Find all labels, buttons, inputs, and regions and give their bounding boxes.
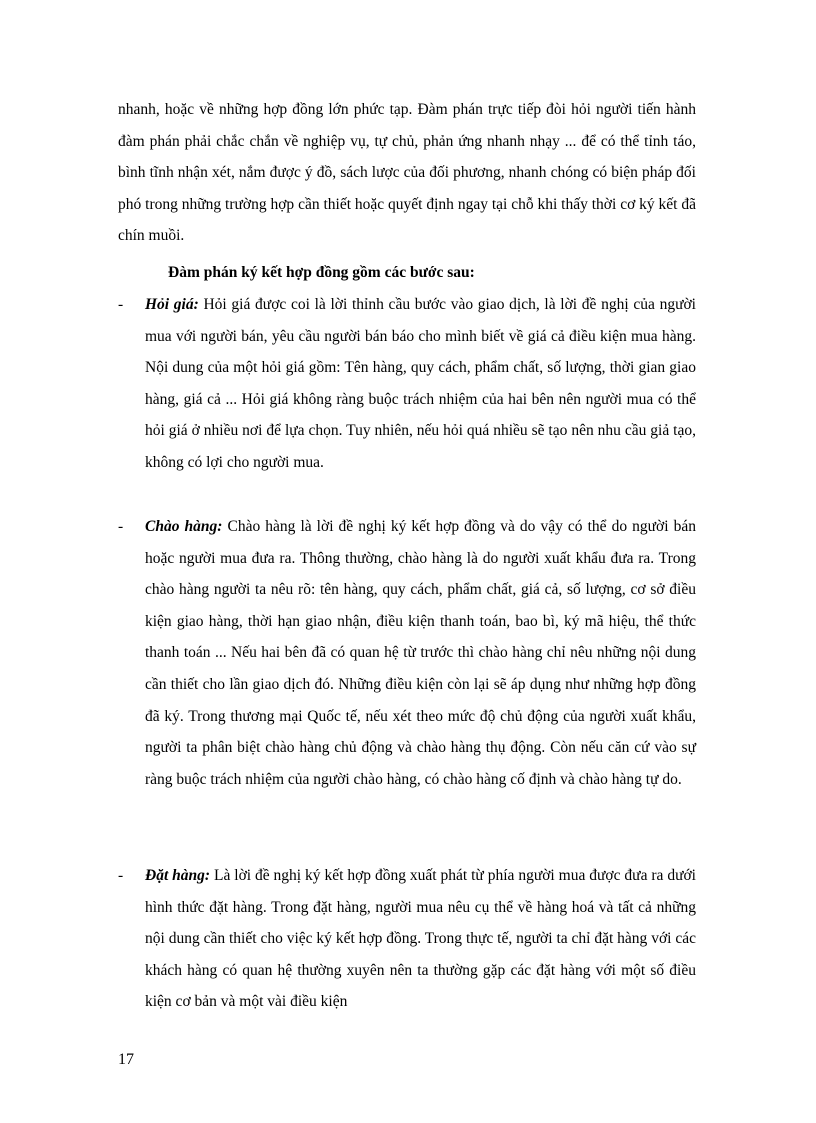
bullet-term: Đặt hàng: [145, 867, 211, 884]
bullet-text: Chào hàng là lời đề nghị ký kết hợp đồng và do vậy có thể do người bán hoặc người mua đưa ra. Thông thường, chào hàng là do người xuất khẩu đưa ra. Trong chào hàng người ta nêu rõ: tên hàng, quy cách, phẩm chất, giá cả, số lượng, cơ sở điều kiện giao hàng, thời hạn giao nhận, điều kiện thanh toán, bao bì, ký mã hiệu, thể thức thanh toán ... Nếu hai bên đã có quan hệ từ trước thì chào hàng chỉ nêu những nội dung cần thiết cho lần giao dịch đó. Những điều kiện còn lại sẽ áp dụng như những hợp đồng đã ký. Trong thương mại Quốc tế, nếu xét theo mức độ chủ động của người xuất khẩu, người ta phân biệt chào hàng chủ động và chào hàng thụ động. Còn nếu căn cứ vào sự ràng buộc trách nhiệm của người chào hàng, có chào hàng cố định và chào hàng tự do. [145, 518, 696, 788]
bullet-body [145, 289, 696, 479]
bullet-term: Hỏi giá: [145, 296, 199, 313]
bullet-dash: - [118, 518, 124, 535]
bullet-text: Hỏi giá được coi là lời thỉnh cầu bước vào giao dịch, là lời đề nghị của người mua với người bán, yêu cầu người bán báo cho mình biết về giá cả điều kiện mua hàng. Nội dung của một hỏi giá gồm: Tên hàng, quy cách, phẩm chất, số lượng, thời gian giao hàng, giá cả ... Hỏi giá không ràng buộc trách nhiệm của hai bên nên người mua có thể hỏi giá ở nhiều nơi để lựa chọn. Tuy nhiên, nếu hỏi quá nhiều sẽ tạo nên nhu cầu giả tạo, không có lợi cho người mua. [145, 296, 696, 471]
intro-paragraph: nhanh, hoặc về những hợp đồng lớn phức tạp. Đàm phán trực tiếp đòi hỏi người tiến hành đàm phán phải chắc chắn về nghiệp vụ, tự chủ, phản ứng nhanh nhạy ... để có thể tỉnh táo, bình tĩnh nhận xét, nắm được ý đồ, sách lược của đối phương, nhanh chóng có biện pháp đối phó trong những trường hợp cần thiết hoặc quyết định ngay tại chỗ khi thấy thời cơ ký kết đã chín muồi. [118, 101, 696, 245]
bullet-text: Là lời đề nghị ký kết hợp đồng xuất phát từ phía người mua được đưa ra dưới hình thức đặt hàng. Trong đặt hàng, người mua nêu cụ thể về hàng hoá và tất cả những nội dung cần thiết cho việc ký kết hợp đồng. Trong thực tế, người ta chỉ đặt hàng với các khách hàng có quan hệ thường xuyên nên ta thường gặp các đặt hàng với một số điều kiện cơ bản và một vài điều kiện [145, 867, 696, 1011]
bullet-dash: - [118, 296, 124, 313]
section-heading: Đàm phán ký kết hợp đồng gồm các bước sau: [168, 264, 475, 281]
bullet-body [145, 860, 696, 1018]
page-number: 17 [118, 1051, 134, 1068]
bullet-body [145, 511, 696, 795]
bullet-term: Chào hàng: [145, 518, 223, 535]
bullet-dash: - [118, 867, 124, 884]
